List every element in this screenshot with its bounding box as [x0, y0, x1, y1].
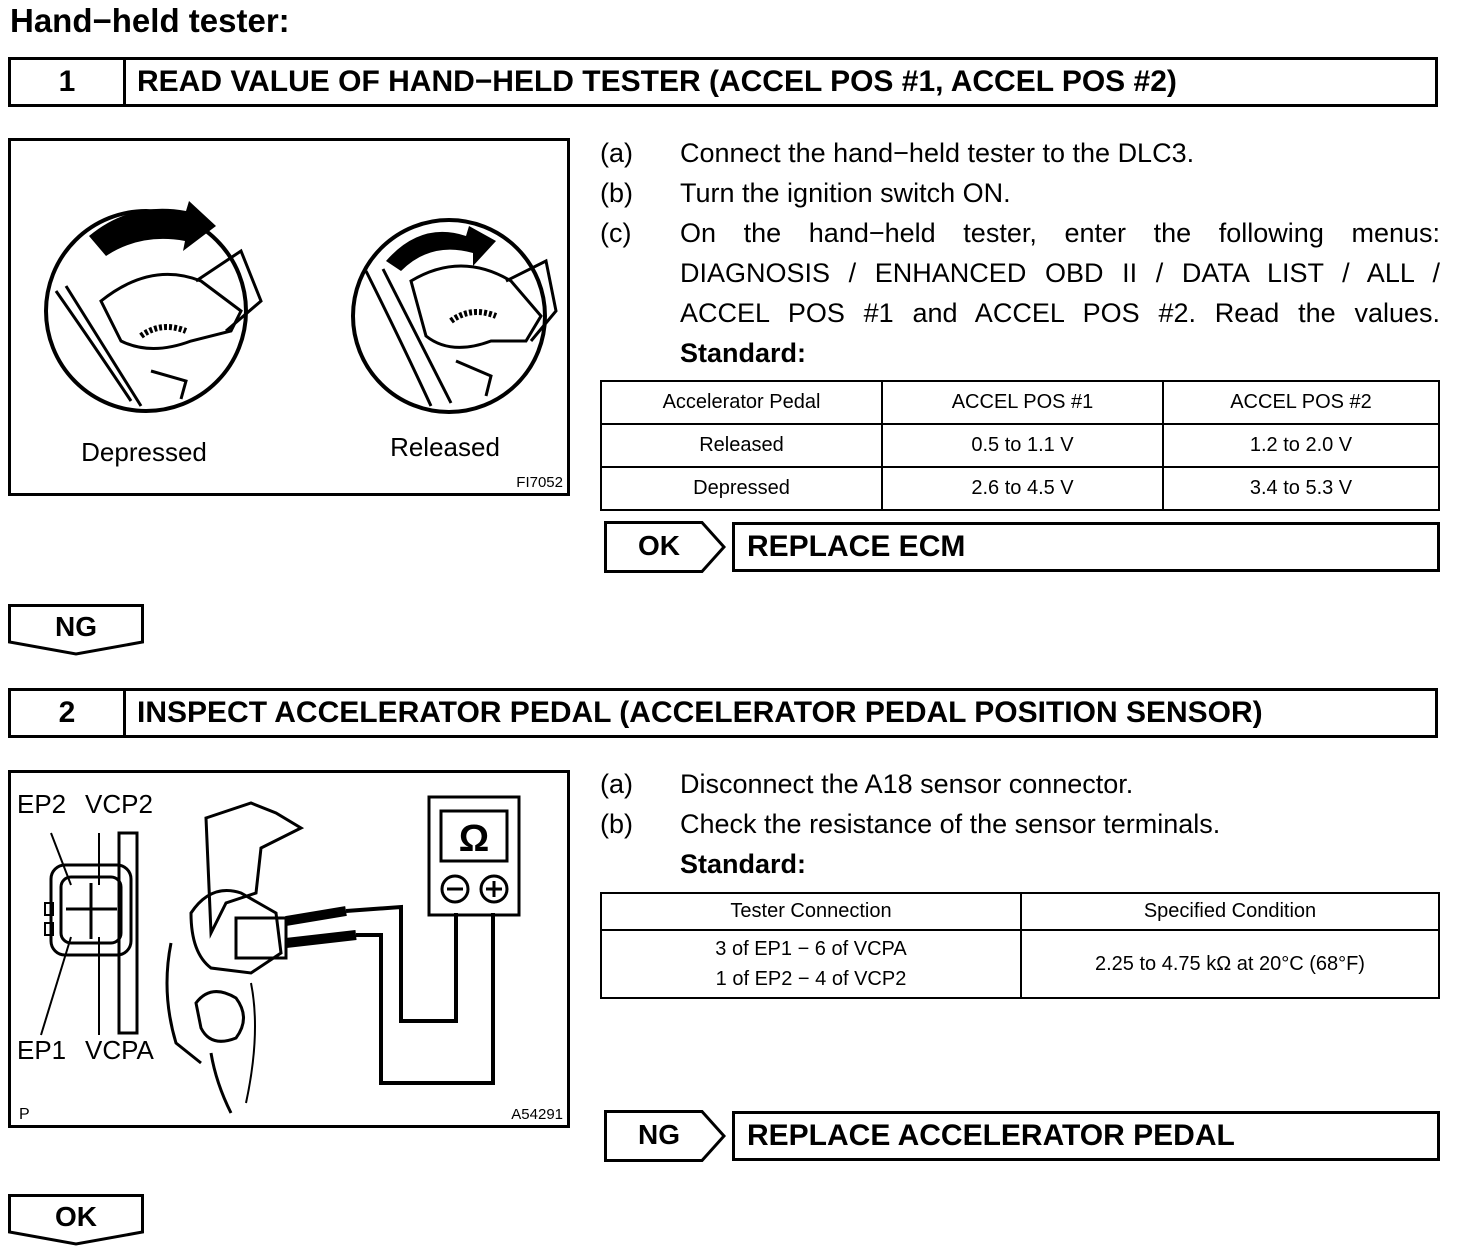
badge-label: OK	[638, 530, 680, 561]
ep1-label: EP1	[17, 1035, 67, 1065]
standard-label: Standard:	[680, 338, 807, 368]
ng-result-badge	[604, 1110, 726, 1162]
table-header-row	[601, 893, 1439, 930]
ohmmeter	[429, 797, 519, 915]
table-row	[601, 424, 1439, 467]
step-1-header	[8, 57, 1438, 107]
item-label: (c)	[600, 218, 632, 248]
instruction-item	[600, 213, 1440, 333]
badge-label: NG	[638, 1119, 680, 1150]
item-label: (b)	[600, 178, 633, 208]
step-title: READ VALUE OF HAND−HELD TESTER (ACCEL POS #1, ACCEL POS #2)	[137, 65, 1177, 98]
step-1-instructions	[600, 133, 1440, 373]
instruction-item	[600, 173, 1440, 213]
figure-code: FI7052	[516, 474, 563, 491]
table-cell: Released	[601, 424, 882, 467]
ohm-icon: Ω	[458, 818, 490, 860]
connection-line: 3 of EP1 − 6 of VCPA	[715, 938, 907, 960]
figure-code: A54291	[511, 1106, 563, 1123]
table-cell: 2.25 to 4.75 kΩ at 20°C (68°F)	[1021, 930, 1439, 998]
table-cell: Depressed	[601, 467, 882, 510]
depressed-pedal-drawing	[46, 201, 261, 411]
step-number: 1	[11, 60, 126, 104]
badge-label: NG	[55, 611, 97, 642]
table-header: ACCEL POS #2	[1163, 381, 1439, 424]
table-cell: 0.5 to 1.1 V	[882, 424, 1163, 467]
table-cell	[601, 930, 1021, 998]
ng-down-badge	[8, 604, 144, 654]
pedal-sensor-drawing	[167, 803, 301, 1113]
released-label: Released	[390, 432, 500, 462]
item-label: (a)	[600, 769, 633, 799]
table-header: Accelerator Pedal	[601, 381, 882, 424]
step-number: 2	[11, 691, 126, 735]
table-cell: 1.2 to 2.0 V	[1163, 424, 1439, 467]
step-2-spec-table	[600, 892, 1440, 999]
step-2-header	[8, 688, 1438, 738]
table-header: ACCEL POS #1	[882, 381, 1163, 424]
sensor-figure	[8, 770, 570, 1128]
table-row	[601, 930, 1439, 998]
table-row	[601, 467, 1439, 510]
step-1-spec-table	[600, 380, 1440, 511]
instruction-item	[600, 133, 1440, 173]
sensor-illustration	[11, 773, 567, 1125]
depressed-label: Depressed	[81, 437, 207, 467]
table-header: Specified Condition	[1021, 893, 1439, 930]
step-2-instructions	[600, 764, 1440, 884]
tester-probes	[286, 907, 493, 1083]
vcp2-label: VCP2	[85, 789, 153, 819]
item-text: Connect the hand−held tester to the DLC3.	[680, 138, 1195, 168]
badge-label: OK	[55, 1201, 97, 1232]
instruction-item	[600, 764, 1440, 804]
replace-pedal-result: REPLACE ACCELERATOR PEDAL	[732, 1111, 1440, 1161]
ok-result-badge	[604, 521, 726, 573]
item-text-line: On the hand−held tester, enter the following menus:	[680, 218, 1440, 248]
released-pedal-drawing	[353, 220, 556, 412]
ep2-label: EP2	[17, 789, 67, 819]
item-text: Turn the ignition switch ON.	[680, 178, 1011, 208]
pedal-figure	[8, 138, 570, 496]
item-text-line: DIAGNOSIS / ENHANCED OBD II / DATA LIST / ALL /	[680, 258, 1440, 288]
standard-label: Standard:	[680, 849, 807, 879]
figure-corner-label: P	[19, 1106, 30, 1123]
step-title: INSPECT ACCELERATOR PEDAL (ACCELERATOR PEDAL POSITION SENSOR)	[137, 696, 1263, 729]
item-label: (b)	[600, 809, 633, 839]
table-header: Tester Connection	[601, 893, 1021, 930]
vcpa-label: VCPA	[85, 1035, 154, 1065]
table-cell: 3.4 to 5.3 V	[1163, 467, 1439, 510]
page-heading: Hand−held tester:	[10, 2, 290, 39]
table-header-row	[601, 381, 1439, 424]
replace-ecm-result: REPLACE ECM	[732, 522, 1440, 572]
table-cell: 2.6 to 4.5 V	[882, 467, 1163, 510]
connection-line: 1 of EP2 − 4 of VCP2	[715, 968, 907, 990]
item-text: Disconnect the A18 sensor connector.	[680, 769, 1134, 799]
arrow-icon	[89, 201, 216, 256]
item-text: Check the resistance of the sensor terminals.	[680, 809, 1221, 839]
ok-down-badge	[8, 1194, 144, 1244]
item-label: (a)	[600, 138, 633, 168]
item-text-line: ACCEL POS #1 and ACCEL POS #2. Read the values.	[680, 298, 1440, 328]
instruction-item	[600, 804, 1440, 844]
pedal-illustration	[11, 141, 567, 493]
connector-drawing	[41, 833, 137, 1035]
